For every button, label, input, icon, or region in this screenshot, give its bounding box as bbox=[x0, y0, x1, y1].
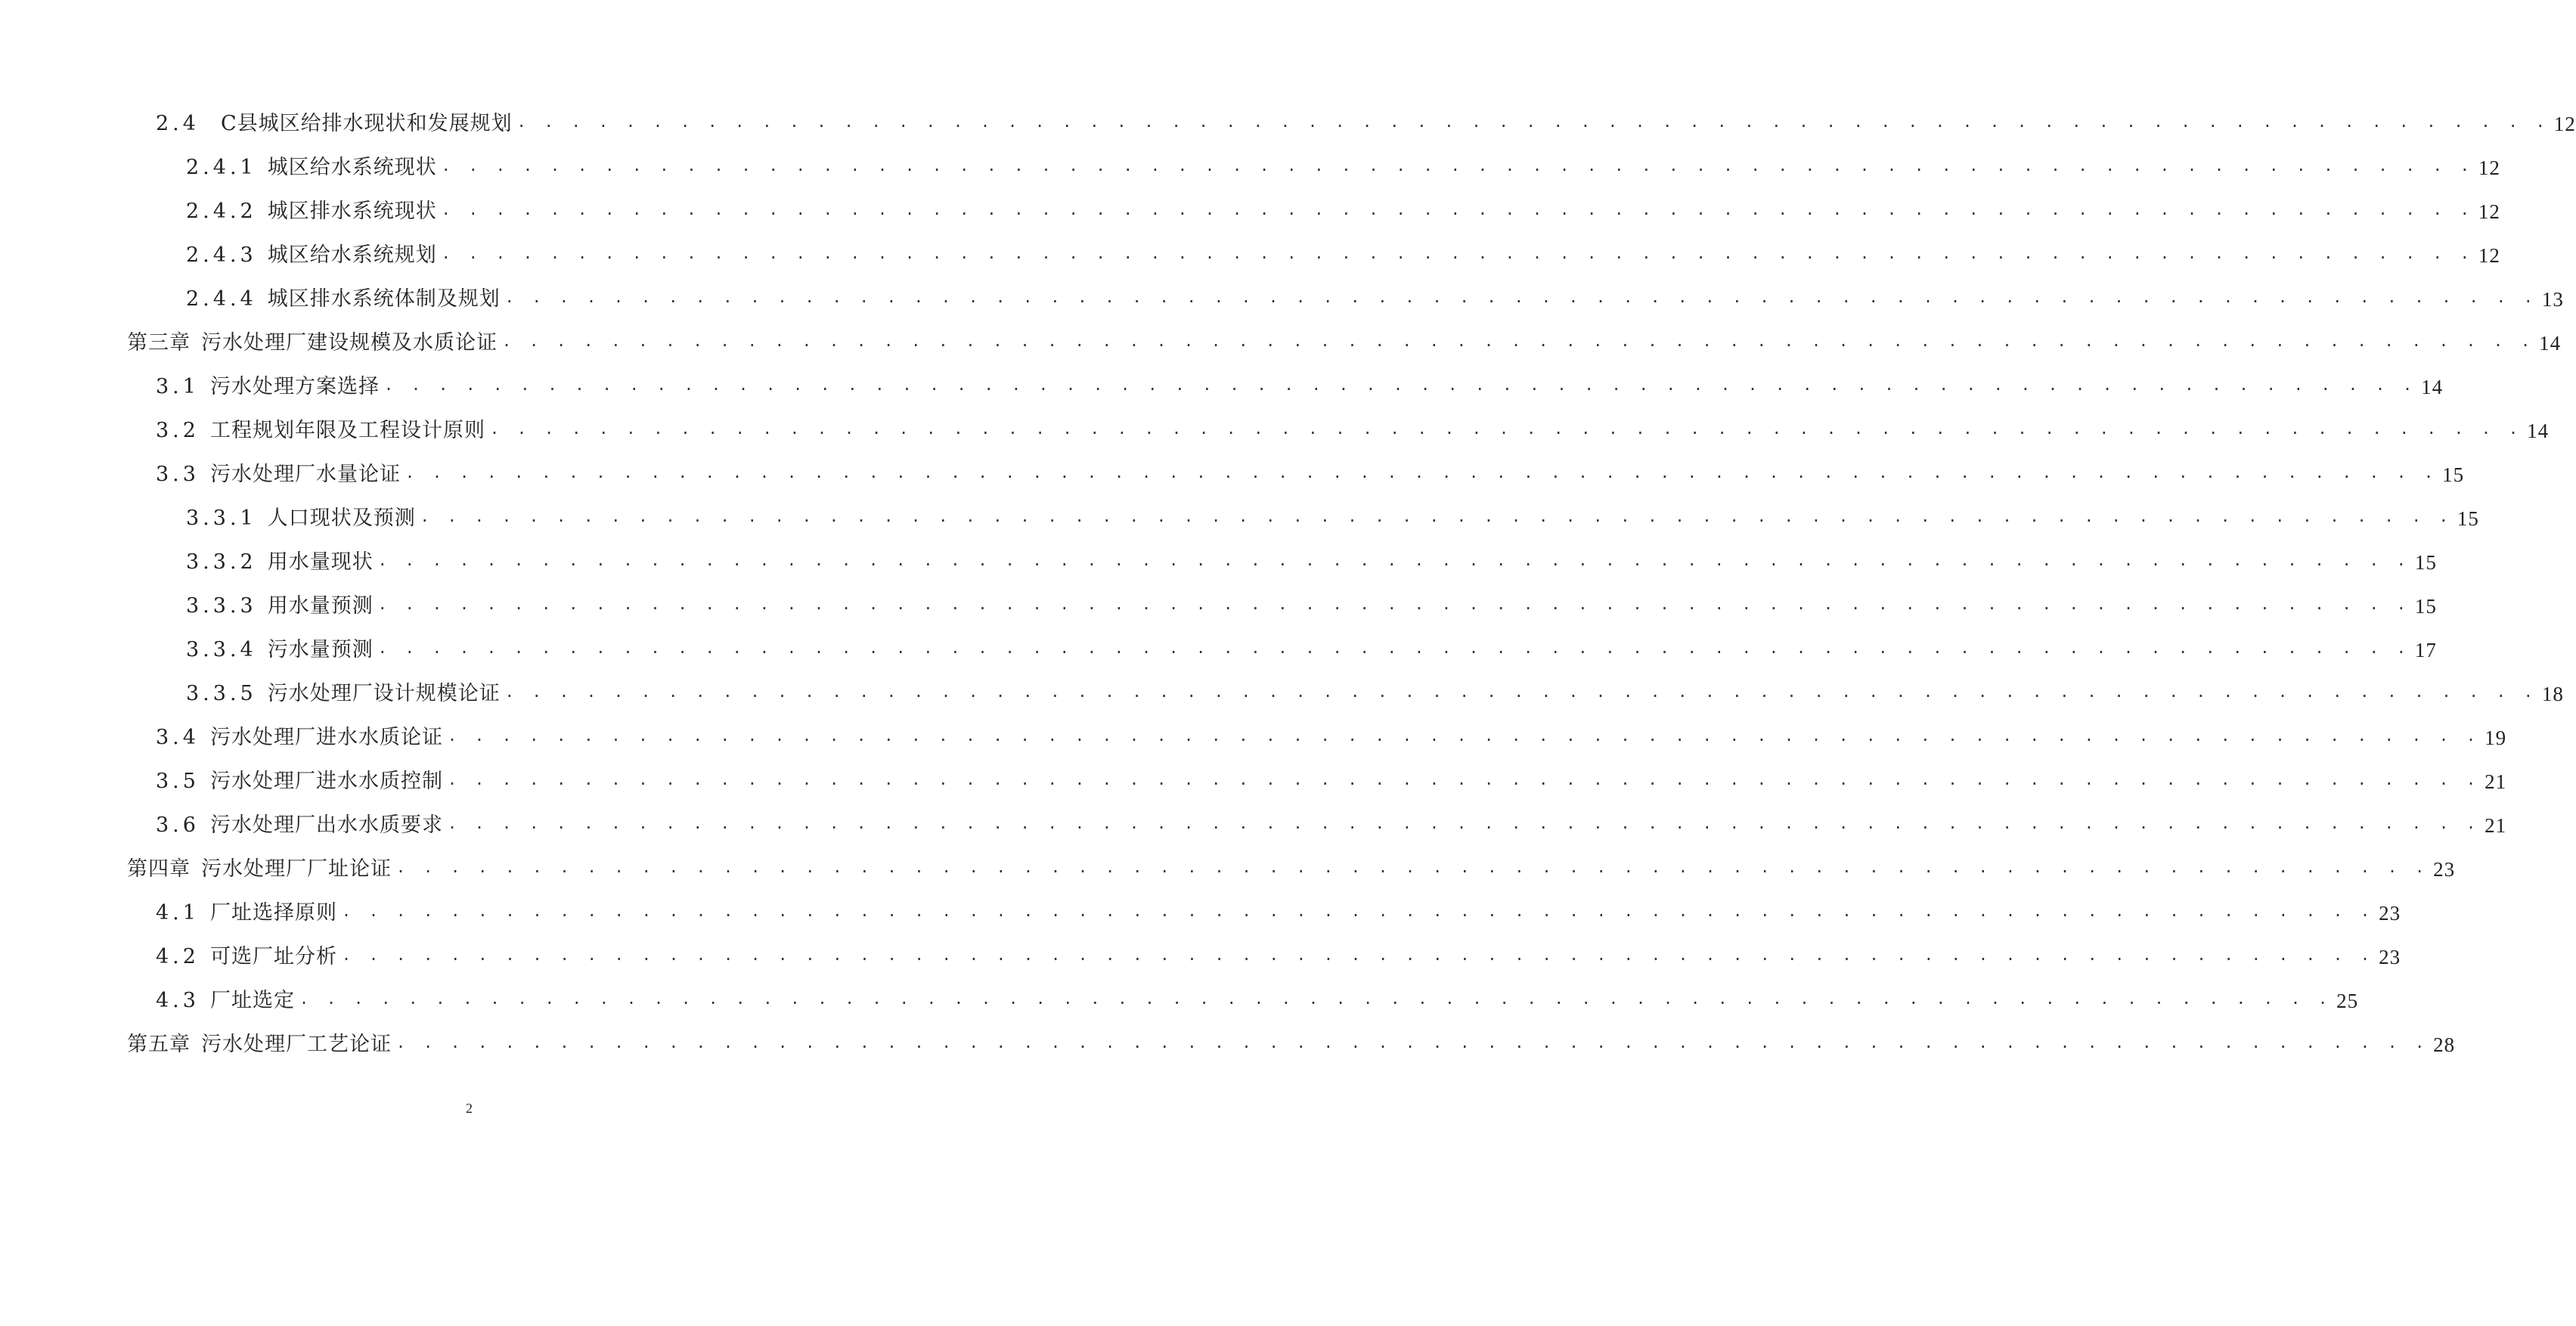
toc-entry[interactable] bbox=[0, 591, 2437, 621]
dot-leader: . . . . . . . . . . . . . . . . . . . . . . . . . . . . . . . . . . . . . . . . . . . . . . . . . . . . . . . . . . . . . . . . . . . . . . . . . . . bbox=[516, 113, 2550, 131]
toc-entry-page: 14 bbox=[2539, 332, 2562, 355]
toc-entry-title: 污水处理厂厂址论证 bbox=[201, 857, 392, 881]
toc-entry-page: 25 bbox=[2336, 990, 2359, 1012]
toc-entry-number: 4.2 bbox=[156, 945, 200, 968]
toc-entry[interactable] bbox=[0, 503, 2479, 534]
footer-page-number: 2 bbox=[466, 1101, 473, 1116]
toc-entry[interactable] bbox=[0, 153, 2500, 183]
toc-entry-title: 污水处理厂进水水质论证 bbox=[209, 726, 443, 749]
toc-entry-title: 城区给水系统规划 bbox=[267, 243, 437, 267]
toc-entry-number: 3.3.3 bbox=[186, 594, 257, 618]
toc-entry-title: 用水量预测 bbox=[267, 594, 374, 618]
toc-entry-page: 19 bbox=[2485, 727, 2507, 749]
toc-entry-title: 城区排水系统体制及规划 bbox=[267, 287, 501, 311]
toc-entry-title: 工程规划年限及工程设计原则 bbox=[209, 419, 485, 442]
toc-entry[interactable] bbox=[0, 197, 2500, 227]
toc-entry-number: 3.4 bbox=[156, 726, 200, 749]
dot-leader: . . . . . . . . . . . . . . . . . . . . . . . . . . . . . . . . . . . . . . . . . . . . . . . . . . . . . . . . . . . . . . . . . . . . . . . . . . . bbox=[441, 244, 2474, 262]
toc-entry[interactable] bbox=[0, 547, 2437, 578]
toc-entry-number: 第三章 bbox=[127, 331, 191, 355]
toc-entry-number: 第五章 bbox=[127, 1033, 191, 1056]
dot-leader: . . . . . . . . . . . . . . . . . . . . . . . . . . . . . . . . . . . . . . . . . . . . . . . . . . . . . . . . . . . . . . . . . . . . . . . . . . . bbox=[441, 156, 2474, 175]
toc-entry-title: 人口现状及预测 bbox=[267, 507, 416, 530]
toc-entry[interactable] bbox=[0, 767, 2507, 797]
toc-entry-number: 2.4.3 bbox=[186, 243, 257, 267]
dot-leader: . . . . . . . . . . . . . . . . . . . . . . . . . . . . . . . . . . . . . . . . . . . . . . . . . . . . . . . . . . . . . . . . . . . . . . . . . . . bbox=[447, 814, 2481, 832]
toc-entry-page: 15 bbox=[2414, 551, 2437, 574]
dot-leader: . . . . . . . . . . . . . . . . . . . . . . . . . . . . . . . . . . . . . . . . . . . . . . . . . . . . . . . . . . . . . . . . . . . . . . . . . . . bbox=[447, 727, 2481, 745]
dot-leader: . . . . . . . . . . . . . . . . . . . . . . . . . . . . . . . . . . . . . . . . . . . . . . . . . . . . . . . . . . . . . . . . . . . . . . . . . . . bbox=[441, 200, 2474, 218]
toc-entry[interactable] bbox=[0, 240, 2500, 271]
toc-entry-title: 污水处理厂建设规模及水质论证 bbox=[201, 331, 498, 355]
toc-entry-page: 21 bbox=[2485, 814, 2507, 837]
dot-leader: . . . . . . . . . . . . . . . . . . . . . . . . . . . . . . . . . . . . . . . . . . . . . . . . . . . . . . . . . . . . . . . . . . . . . . . . . . . bbox=[489, 420, 2523, 438]
toc-entry-number: 2.4.1 bbox=[186, 156, 257, 179]
toc-entry-title: 污水处理方案选择 bbox=[209, 375, 380, 398]
toc-entry-title: 污水处理厂水量论证 bbox=[209, 463, 401, 486]
toc-entry[interactable] bbox=[0, 372, 2444, 402]
toc-entry-page: 13 bbox=[2541, 288, 2564, 311]
toc-entry-page: 23 bbox=[2379, 946, 2401, 968]
dot-leader: . . . . . . . . . . . . . . . . . . . . . . . . . . . . . . . . . . . . . . . . . . . . . . . . . . . . . . . . . . . . . . . . . . . . . . . . . . . bbox=[341, 902, 2375, 920]
toc-entry-number: 3.5 bbox=[156, 770, 200, 793]
toc-entry-number: 3.1 bbox=[156, 375, 200, 398]
toc-entry[interactable] bbox=[0, 284, 2564, 314]
toc-entry-page: 18 bbox=[2541, 683, 2564, 705]
toc-entry-number: 第四章 bbox=[127, 857, 191, 881]
toc-entry-number: 4.3 bbox=[156, 989, 200, 1012]
toc-entry-title: 污水量预测 bbox=[267, 638, 374, 661]
dot-leader: . . . . . . . . . . . . . . . . . . . . . . . . . . . . . . . . . . . . . . . . . . . . . . . . . . . . . . . . . . . . . . . . . . . . . . . . . . . bbox=[396, 858, 2429, 876]
toc-entry-title: 厂址选择原则 bbox=[209, 901, 337, 925]
toc-entry-number: 3.2 bbox=[156, 419, 200, 442]
toc-entry-page: 23 bbox=[2379, 902, 2401, 925]
toc-entry-page: 28 bbox=[2433, 1033, 2456, 1056]
toc-entry-page: 12 bbox=[2478, 244, 2500, 267]
dot-leader: . . . . . . . . . . . . . . . . . . . . . . . . . . . . . . . . . . . . . . . . . . . . . . . . . . . . . . . . . . . . . . . . . . . . . . . . . . . bbox=[504, 288, 2537, 306]
toc-entry-number: 2.4.4 bbox=[186, 287, 257, 311]
toc-entry[interactable] bbox=[0, 723, 2507, 753]
dot-leader: . . . . . . . . . . . . . . . . . . . . . . . . . . . . . . . . . . . . . . . . . . . . . . . . . . . . . . . . . . . . . . . . . . . . . . . . . . . bbox=[502, 332, 2535, 350]
toc-entry-number: 3.3.5 bbox=[186, 682, 257, 705]
toc-entry[interactable] bbox=[0, 1030, 2456, 1060]
toc-entry-title: 用水量现状 bbox=[267, 550, 374, 574]
toc-entry-title: 可选厂址分析 bbox=[209, 945, 337, 968]
toc-entry-page: 14 bbox=[2527, 420, 2550, 442]
toc-entry[interactable] bbox=[0, 679, 2564, 709]
toc-entry[interactable] bbox=[0, 986, 2359, 1016]
toc-entry-title: 污水处理厂进水水质控制 bbox=[209, 770, 443, 793]
toc-entry-number: 3.3.1 bbox=[186, 507, 257, 530]
toc-entry-title: 污水处理厂出水水质要求 bbox=[209, 813, 443, 837]
toc-entry-title: 厂址选定 bbox=[209, 989, 295, 1012]
toc-entry-number: 2.4.2 bbox=[186, 200, 257, 223]
toc-entry-title: 污水处理厂工艺论证 bbox=[201, 1033, 392, 1056]
toc-entry-page: 15 bbox=[2442, 463, 2465, 486]
dot-leader: . . . . . . . . . . . . . . . . . . . . . . . . . . . . . . . . . . . . . . . . . . . . . . . . . . . . . . . . . . . . . . . . . . . . . . . . . . . bbox=[377, 639, 2410, 657]
toc-entry-number: 2.4 bbox=[156, 112, 200, 135]
toc-entry-number: 3.3 bbox=[156, 463, 200, 486]
toc-entry-title: 污水处理厂设计规模论证 bbox=[267, 682, 501, 705]
toc-entry[interactable] bbox=[0, 109, 2576, 139]
toc-entry-page: 12 bbox=[2478, 156, 2500, 179]
toc-entry-page: 12 bbox=[2553, 113, 2576, 135]
toc-entry-title: 城区给水系统现状 bbox=[267, 156, 437, 179]
toc-entry[interactable] bbox=[0, 460, 2465, 490]
toc-entry-page: 12 bbox=[2478, 200, 2500, 223]
toc-entry-page: 23 bbox=[2433, 858, 2456, 881]
dot-leader: . . . . . . . . . . . . . . . . . . . . . . . . . . . . . . . . . . . . . . . . . . . . . . . . . . . . . . . . . . . . . . . . . . . . . . . . . . . bbox=[341, 946, 2375, 964]
dot-leader: . . . . . . . . . . . . . . . . . . . . . . . . . . . . . . . . . . . . . . . . . . . . . . . . . . . . . . . . . . . . . . . . . . . . . . . . . . . bbox=[504, 683, 2537, 701]
toc-entry[interactable] bbox=[0, 854, 2456, 885]
dot-leader: . . . . . . . . . . . . . . . . . . . . . . . . . . . . . . . . . . . . . . . . . . . . . . . . . . . . . . . . . . . . . . . . . . . . . . . . . . . bbox=[383, 376, 2417, 394]
dot-leader: . . . . . . . . . . . . . . . . . . . . . . . . . . . . . . . . . . . . . . . . . . . . . . . . . . . . . . . . . . . . . . . . . . . . . . . . . . . bbox=[420, 507, 2453, 525]
toc-entry-page: 17 bbox=[2414, 639, 2437, 661]
toc-entry[interactable] bbox=[0, 328, 2562, 358]
dot-leader: . . . . . . . . . . . . . . . . . . . . . . . . . . . . . . . . . . . . . . . . . . . . . . . . . . . . . . . . . . . . . . . . . . . . . . . . . . . bbox=[299, 990, 2333, 1008]
toc-entry-page: 15 bbox=[2457, 507, 2479, 530]
toc-entry-number: 4.1 bbox=[156, 901, 200, 925]
toc-entry-number: 3.3.2 bbox=[186, 550, 257, 574]
toc-entry-title: 城区排水系统现状 bbox=[267, 200, 437, 223]
toc-entry-number: 3.3.4 bbox=[186, 638, 257, 661]
toc-entry-page: 21 bbox=[2485, 770, 2507, 793]
toc-entry[interactable] bbox=[0, 810, 2507, 841]
dot-leader: . . . . . . . . . . . . . . . . . . . . . . . . . . . . . . . . . . . . . . . . . . . . . . . . . . . . . . . . . . . . . . . . . . . . . . . . . . . bbox=[447, 770, 2481, 788]
toc-entry[interactable] bbox=[0, 942, 2401, 972]
toc-entry-number: 3.6 bbox=[156, 813, 200, 837]
dot-leader: . . . . . . . . . . . . . . . . . . . . . . . . . . . . . . . . . . . . . . . . . . . . . . . . . . . . . . . . . . . . . . . . . . . . . . . . . . . bbox=[377, 551, 2410, 569]
toc-entry-page: 15 bbox=[2414, 595, 2437, 618]
dot-leader: . . . . . . . . . . . . . . . . . . . . . . . . . . . . . . . . . . . . . . . . . . . . . . . . . . . . . . . . . . . . . . . . . . . . . . . . . . . bbox=[405, 463, 2438, 482]
toc-entry[interactable] bbox=[0, 416, 2550, 446]
toc-entry-page: 14 bbox=[2421, 376, 2444, 398]
dot-leader: . . . . . . . . . . . . . . . . . . . . . . . . . . . . . . . . . . . . . . . . . . . . . . . . . . . . . . . . . . . . . . . . . . . . . . . . . . . bbox=[396, 1033, 2429, 1052]
toc-entry[interactable] bbox=[0, 635, 2437, 665]
dot-leader: . . . . . . . . . . . . . . . . . . . . . . . . . . . . . . . . . . . . . . . . . . . . . . . . . . . . . . . . . . . . . . . . . . . . . . . . . . . bbox=[377, 595, 2410, 613]
toc-entry-title: C县城区给排水现状和发展规划 bbox=[220, 112, 513, 135]
toc-entry[interactable] bbox=[0, 898, 2401, 928]
